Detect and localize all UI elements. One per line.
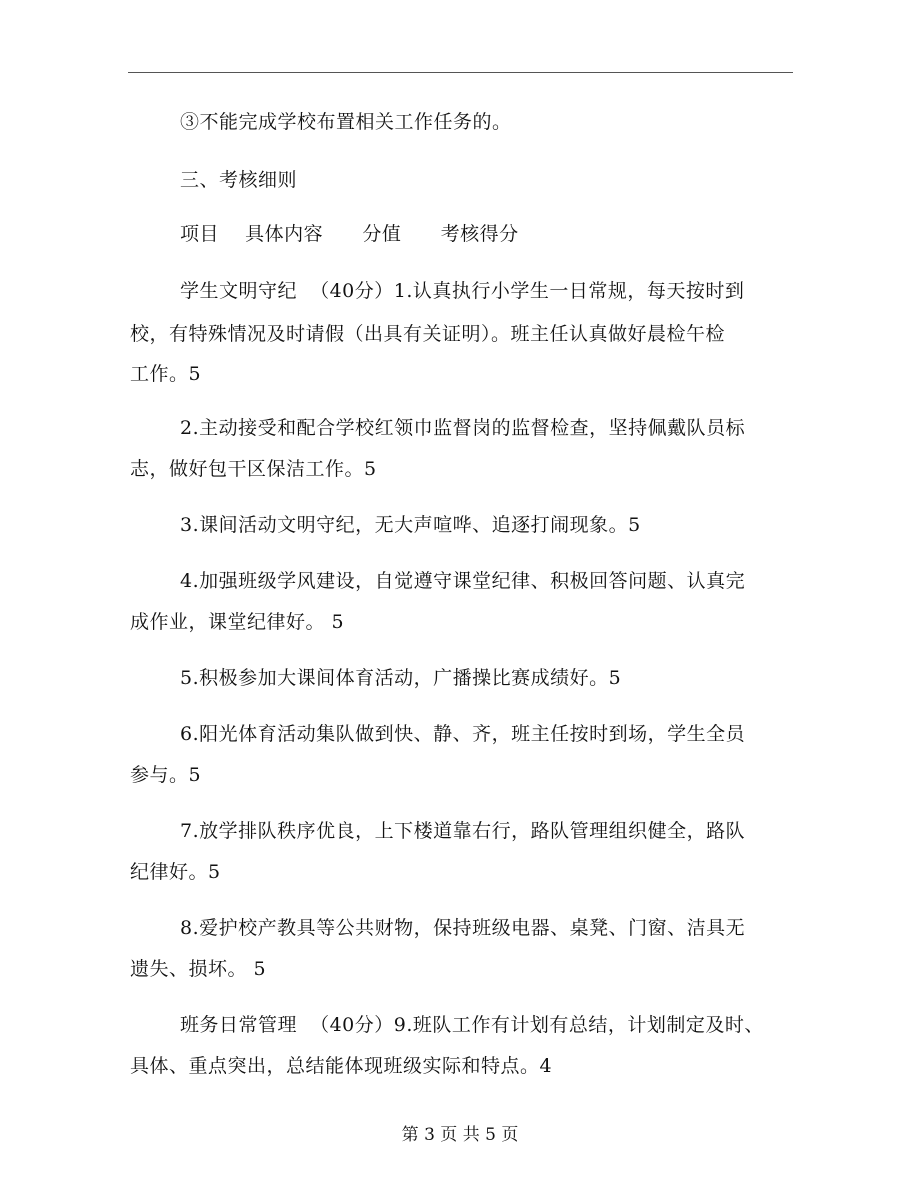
paragraph-line: 志，做好包干区保洁工作。5 — [130, 458, 377, 480]
page-number: 第 3 页 共 5 页 — [401, 1125, 519, 1145]
paragraph-line: 2.主动接受和配合学校红领巾监督岗的监督检查，坚持佩戴队员标 — [180, 417, 746, 439]
list-item-3: ③不能完成学校布置相关工作任务的。 — [180, 111, 512, 133]
paragraph-line: 工作。5 — [130, 363, 202, 385]
paragraph-line: 成作业，课堂纪律好。 5 — [130, 611, 345, 633]
paragraph-line: 班务日常管理 （40分）9.班队工作有计划有总结，计划制定及时、 — [180, 1014, 764, 1036]
paragraph-line: 遗失、损坏。 5 — [130, 958, 267, 980]
paragraph-line: 校，有特殊情况及时请假（出具有关证明）。班主任认真做好晨检午检 — [130, 323, 726, 345]
paragraph-line: 6.阳光体育活动集队做到快、静、齐，班主任按时到场，学生全员 — [180, 723, 746, 745]
paragraph-line: 参与。5 — [130, 764, 202, 786]
paragraph-line: 5.积极参加大课间体育活动，广播操比赛成绩好。5 — [180, 667, 622, 689]
paragraph-line: 4.加强班级学风建设，自觉遵守课堂纪律、积极回答问题、认真完 — [180, 570, 746, 592]
paragraph-line: 8.爱护校产教具等公共财物，保持班级电器、桌凳、门窗、洁具无 — [180, 917, 746, 939]
paragraph-line: 学生文明守纪 （40分）1.认真执行小学生一日常规，每天按时到 — [180, 280, 745, 302]
header-rule — [128, 72, 793, 73]
section-heading: 三、考核细则 — [180, 169, 298, 191]
paragraph-line: 纪律好。5 — [130, 861, 221, 883]
paragraph-line: 3.课间活动文明守纪，无大声喧哗、追逐打闹现象。5 — [180, 514, 641, 536]
paragraph-line: 具体、重点突出，总结能体现班级实际和特点。4 — [130, 1055, 553, 1077]
table-header: 项目 具体内容 分值 考核得分 — [180, 223, 519, 245]
paragraph-line: 7.放学排队秩序优良，上下楼道靠右行，路队管理组织健全，路队 — [180, 820, 746, 842]
